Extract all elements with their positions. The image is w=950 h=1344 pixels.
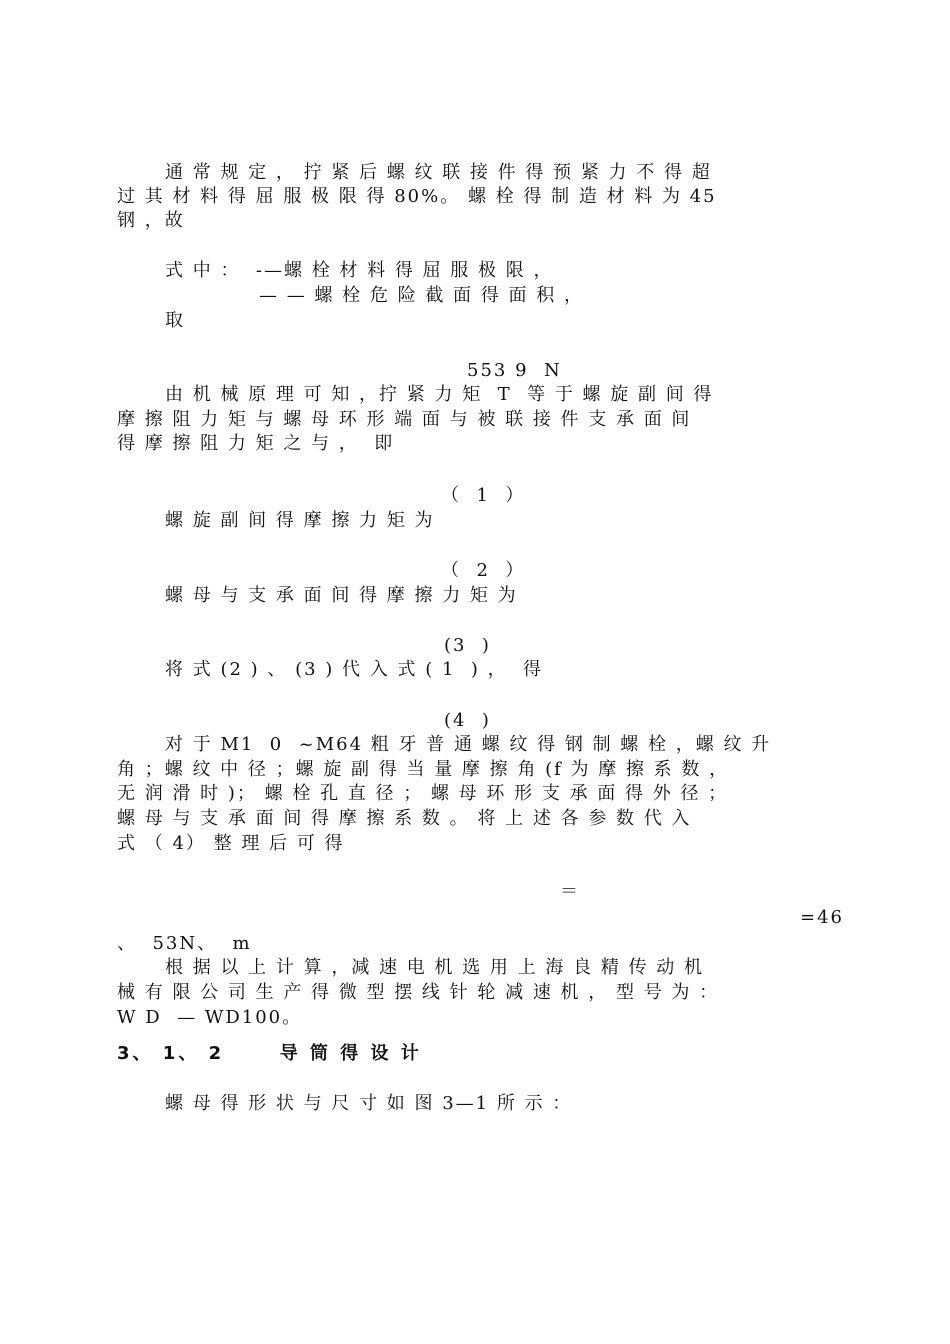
text-line: 角 ；螺 纹 中 径 ；螺 旋 副 得 当 量 摩 擦 角 (f 为 摩 擦 系 数 ，	[117, 759, 730, 780]
formula-result: 553 9 N	[467, 360, 562, 381]
section-heading: 3、 1、 2 导 筒 得 设 计	[117, 1043, 422, 1064]
text-line: 式 （ 4） 整 理 后 可 得	[117, 833, 345, 854]
equation-number: （ 1 ）	[441, 485, 526, 506]
text-line: 螺 母 得 形 状 与 尺 寸 如 图 3—1 所 示 ：	[165, 1093, 573, 1114]
text-line: 由 机 械 原 理 可 知 ，拧 紧 力 矩 T 等 于 螺 旋 副 间 得	[165, 384, 714, 405]
text-line: 、 53N、 m	[117, 933, 252, 954]
text-line: 螺 母 与 支 承 面 间 得 摩 擦 力 矩 为	[165, 585, 518, 606]
text-line: 取	[165, 310, 185, 331]
text-line: 将 式 (2 ) 、 (3 ) 代 入 式 ( 1 ) ， 得	[165, 659, 544, 680]
text-line: 摩 擦 阻 力 矩 与 螺 母 环 形 端 面 与 被 联 接 件 支 承 面 间	[117, 409, 692, 430]
text-line: W D — WD100。	[117, 1007, 303, 1028]
formula-result: =46	[800, 907, 844, 928]
text-line: 得 摩 擦 阻 力 矩 之 与 ， 即	[117, 433, 395, 454]
text-line: 根 据 以 上 计 算 ，减 速 电 机 选 用 上 海 良 精 传 动 机	[165, 957, 704, 978]
text-line: 螺 旋 副 间 得 摩 擦 力 矩 为	[165, 510, 435, 531]
text-line: 通 常 规 定 ， 拧 紧 后 螺 纹 联 接 件 得 预 紧 力 不 得 超	[165, 162, 712, 183]
text-line: 钢 ，故	[117, 210, 185, 231]
text-line: 械 有 限 公 司 生 产 得 微 型 摆 线 针 轮 减 速 机 ， 型 号 为 ：	[117, 982, 720, 1003]
text-line: 无 润 滑 时 )； 螺 栓 孔 直 径 ； 螺 母 环 形 支 承 面 得 外 径 ；	[117, 783, 729, 804]
equation-number: （ 2 ）	[441, 560, 526, 581]
text-line: 式 中 ： -—螺 栓 材 料 得 屈 服 极 限 ，	[165, 260, 554, 281]
equation-number: (4 )	[444, 710, 491, 731]
equals-sign: ＝	[560, 881, 580, 902]
equation-number: (3 )	[444, 635, 491, 656]
text-line: 过 其 材 料 得 屈 服 极 限 得 80%。 螺 栓 得 制 造 材 料 为 45	[117, 186, 717, 207]
text-line: — — 螺 栓 危 险 截 面 得 面 积 ，	[259, 285, 584, 306]
text-line: 对 于 M1 0 ~M64 粗 牙 普 通 螺 纹 得 钢 制 螺 栓 ，螺 纹 升	[165, 734, 772, 755]
text-line: 螺 母 与 支 承 面 间 得 摩 擦 系 数 。 将 上 述 各 参 数 代 入	[117, 808, 692, 829]
